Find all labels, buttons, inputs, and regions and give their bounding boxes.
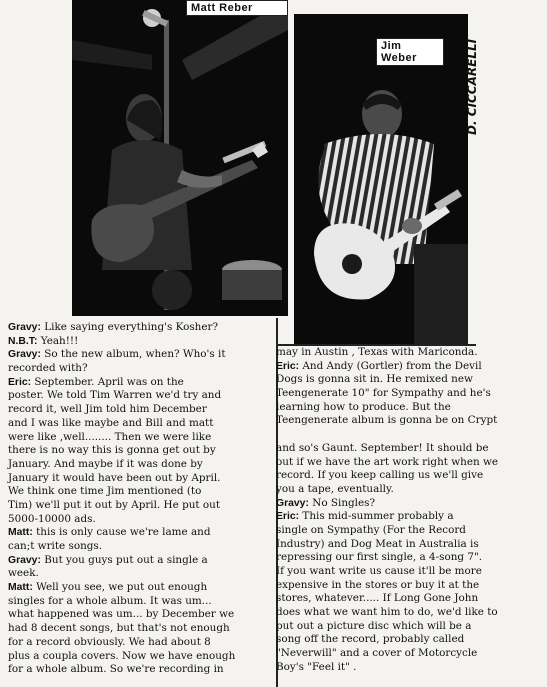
line-text: stores, whatever..... If Long Gone John — [276, 592, 479, 605]
text-line — [276, 456, 541, 470]
text-line — [276, 428, 541, 442]
text-line — [8, 431, 280, 445]
photo-matt-reber — [72, 0, 288, 316]
text-line — [8, 348, 280, 362]
text-line — [8, 389, 280, 403]
text-line — [8, 444, 280, 458]
speaker-label: Eric: — [276, 511, 300, 523]
line-text: can;t write songs. — [8, 540, 103, 552]
caption-matt-reber: Matt Reber — [186, 0, 288, 16]
interview-right-column — [276, 346, 541, 675]
line-text: Industry) and Dog Meat in Australia is — [276, 537, 479, 550]
line-text: Tim) we'll put it out by April. He put out — [8, 498, 221, 511]
line-text: 5000-10000 ads. — [8, 512, 96, 525]
text-line — [8, 485, 280, 499]
line-text: So the new album, when? Who's it — [40, 348, 226, 361]
line-text: single on Sympathy (For the Record — [276, 523, 466, 536]
line-text: song off the record, probably called — [276, 633, 465, 646]
line-text: this is only cause we're lame and — [32, 526, 211, 539]
line-text: recorded with? — [8, 362, 88, 375]
speaker-label: Matt: — [8, 582, 33, 594]
line-text: what happened was um... by December we — [8, 608, 235, 621]
text-line — [276, 538, 541, 552]
line-text: and so's Gaunt. September! It should be — [276, 441, 489, 454]
text-line — [276, 661, 541, 675]
text-line — [8, 540, 280, 554]
text-line — [276, 551, 541, 565]
text-line — [276, 647, 541, 661]
line-text: record. If you keep calling us we'll give — [276, 469, 484, 482]
line-text: week. — [8, 567, 39, 580]
text-line — [276, 497, 541, 511]
line-text: poster. We told Tim Warren we'd try and — [8, 389, 222, 402]
text-line — [8, 636, 280, 650]
line-text: were like ,well........ Then we were like — [8, 430, 212, 443]
line-text: Teengenerate 10" for Sympathy and he's — [276, 387, 491, 400]
line-text: This mid-summer probably a — [299, 510, 454, 523]
speaker-label: N.B.T: — [8, 335, 38, 347]
text-line — [8, 458, 280, 472]
text-line — [8, 567, 280, 581]
text-line — [276, 442, 541, 456]
text-line — [8, 663, 280, 677]
speaker-label: Eric: — [8, 376, 32, 388]
line-text: Dogs is gonna sit in. He remixed new — [276, 373, 473, 386]
text-line — [8, 622, 280, 636]
text-line — [8, 335, 280, 349]
text-line — [276, 620, 541, 634]
line-text: Yeah!!! — [37, 334, 79, 347]
text-line — [8, 499, 280, 513]
line-text: expensive in the stores or buy it at the — [276, 578, 480, 591]
text-line — [276, 483, 541, 497]
text-line — [276, 346, 541, 360]
text-line — [8, 472, 280, 486]
text-line — [8, 376, 280, 390]
line-text: put out a picture disc which will be a — [276, 619, 472, 632]
photo-jim-weber — [294, 14, 468, 344]
line-text: may in Austin , Texas with Mariconda. — [276, 346, 478, 358]
line-text: for a whole album. So we're recording in — [8, 663, 224, 676]
line-text: January it would have been out by April. — [8, 471, 221, 484]
text-line — [276, 633, 541, 647]
line-text: No Singles? — [308, 496, 376, 509]
text-line — [8, 321, 280, 335]
line-text: you a tape, eventually. — [276, 482, 394, 495]
line-text: there is no way this is gonna get out by — [8, 444, 216, 457]
photo-matt-reber-image — [72, 0, 288, 316]
text-line — [276, 592, 541, 606]
line-text: and I was like maybe and Bill and matt — [8, 416, 214, 429]
text-line — [8, 362, 280, 376]
text-line — [8, 403, 280, 417]
text-line — [276, 373, 541, 387]
line-text: If you want write us cause it'll be more — [276, 565, 482, 577]
text-line — [276, 414, 541, 428]
text-line — [276, 510, 541, 524]
speaker-label: Gravy: — [8, 349, 41, 361]
text-line — [276, 469, 541, 483]
text-line — [276, 360, 541, 374]
line-text: Well you see, we put out enough — [32, 581, 208, 594]
text-line — [8, 595, 280, 609]
text-line — [8, 554, 280, 568]
text-line — [8, 513, 280, 527]
line-text: repressing our first single, a 4-song 7". — [276, 551, 483, 564]
text-line — [276, 579, 541, 593]
line-text: record it, well Jim told him December — [8, 403, 207, 416]
line-text: singles for a whole album. It was um... — [8, 594, 212, 607]
line-text: does what we want him to do, we'd like to — [276, 606, 498, 619]
text-line — [8, 608, 280, 622]
line-text: "Neverwill" and a cover of Motorcycle — [276, 647, 478, 660]
speaker-label: Matt: — [8, 527, 33, 539]
speaker-label: Gravy: — [8, 554, 41, 566]
line-text: September. April was on the — [31, 375, 184, 388]
line-text: plus a coupla covers. Now we have enough — [8, 649, 236, 662]
text-line — [276, 565, 541, 579]
line-text: Teengenerate album is gonna be on Crypt — [276, 414, 498, 427]
text-line — [276, 606, 541, 620]
speaker-label: Gravy: — [276, 497, 309, 509]
text-line — [8, 526, 280, 540]
line-text: Boy's "Feel it" . — [276, 660, 357, 673]
line-text: And Andy (Gortler) from the Devil — [299, 359, 482, 372]
photo-credit: D. CICCARELLI — [465, 38, 479, 135]
line-text: But you guys put out a single a — [40, 553, 208, 566]
text-line — [8, 581, 280, 595]
line-text: out if we have the art work right when we — [276, 455, 499, 468]
speaker-label: Gravy: — [8, 322, 41, 333]
text-line — [276, 524, 541, 538]
text-line — [8, 417, 280, 431]
text-line — [276, 401, 541, 415]
line-text: had 8 decent songs, but that's not enough — [8, 622, 230, 635]
text-line — [276, 387, 541, 401]
text-line — [8, 650, 280, 664]
speaker-label: Eric: — [276, 360, 300, 372]
line-text: for a record obviously. We had about 8 — [8, 635, 211, 648]
line-text: Like saying everything's Kosher? — [40, 321, 219, 333]
line-text: We think one time Jim mentioned (to — [8, 485, 202, 498]
interview-left-column — [8, 321, 280, 677]
caption-jim-weber: Jim Weber — [376, 38, 444, 66]
line-text: January. And maybe if it was done by — [8, 457, 203, 470]
line-text: learning how to produce. But the — [276, 400, 451, 413]
